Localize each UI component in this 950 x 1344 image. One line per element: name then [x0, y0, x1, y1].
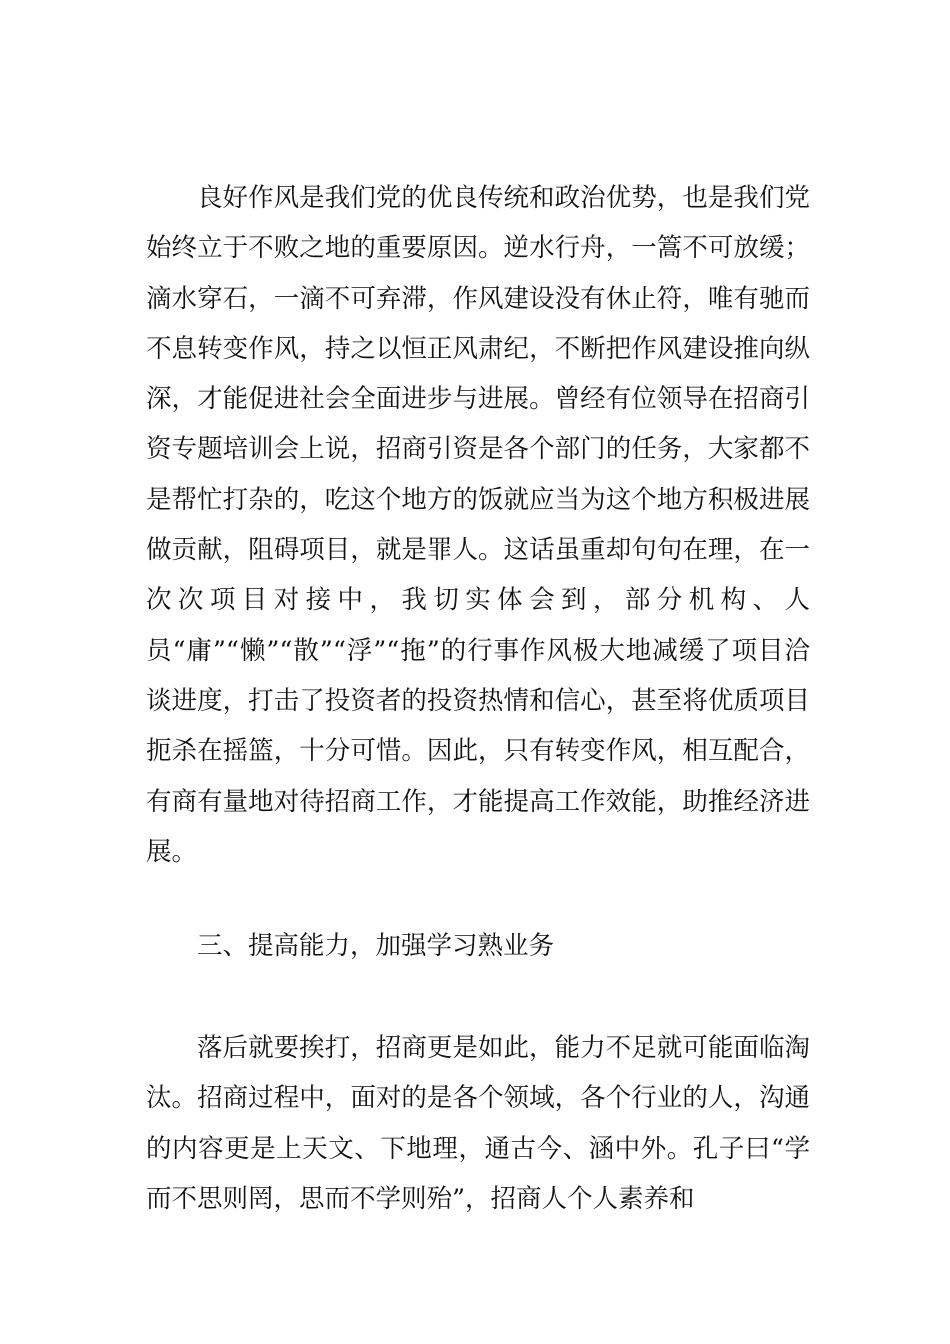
section-heading: 三、提高能力，加强学习熟业务	[197, 931, 555, 961]
body-paragraph: 良好作风是我们党的优良传统和政治优势，也是我们党始终立于不败之地的重要原因。逆水行舟，一篙不可放缓；滴水穿石，一滴不可弃滞，作风建设没有休止符，唯有驰而不息转变作风，持之以恒正风肃纪，不断把作风建设推向纵深，才能促进社会全面进步与进展。曾经有位领导在招商引资专题培训会上说，招商引资是各个部门的任务，大家都不是帮忙打杂的，吃这个地方的饭就应当为这个地方积极进展做贡献，阻碍项目，就是罪人。这话虽重却句句在理，在一次次项目对接中，我切实体会到，部分机构、人员“庸”“懒”“散”“浮”“拖”的行事作风极大地减缓了项目洽谈进度，打击了投资者的投资热情和信心，甚至将优质项目扼杀在摇篮，十分可惜。因此，只有转变作风，相互配合，有商有量地对待招商工作，才能提高工作效能，助推经济进展。	[146, 183, 810, 867]
body-paragraph: 落后就要挨打，招商更是如此，能力不足就可能面临淘汰。招商过程中，面对的是各个领域，各个行业的人，沟通的内容更是上天文、下地理，通古今、涵中外。孔子曰“学而不思则罔，思而不学则殆”，招商人个人素养和	[146, 1033, 810, 1214]
